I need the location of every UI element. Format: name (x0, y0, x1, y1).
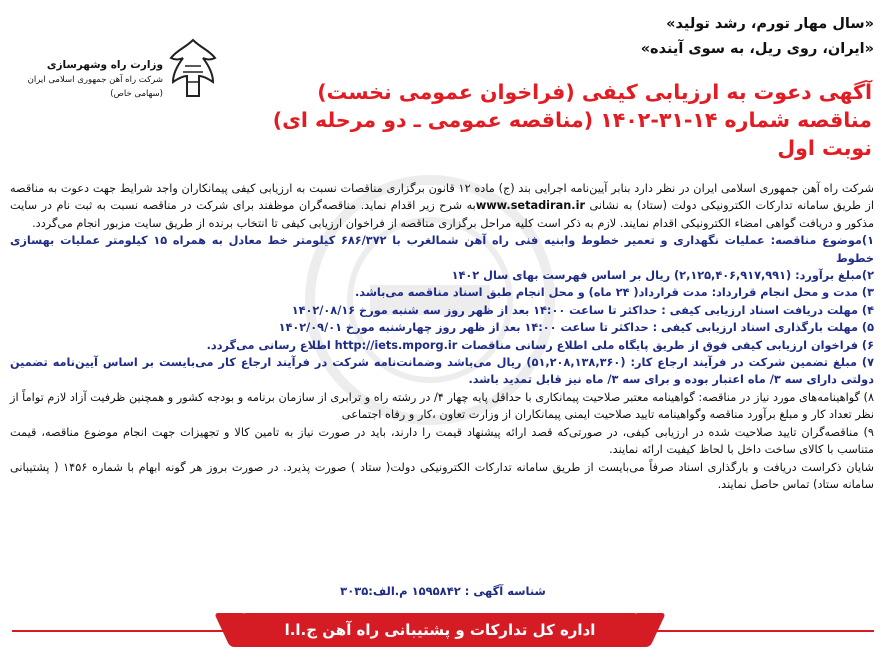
setad-link[interactable]: www.setadiran.ir (475, 199, 586, 213)
item-receive-deadline: ۴) مهلت دریافت اسناد ارزیابی کیفی : حداکثر تا ساعت ۱۴:۰۰ بعد از ظهر روز سه شنبه مورخ ۱۴۰۲/۰۸/۱۶ (291, 303, 874, 317)
railway-emblem-icon (165, 36, 221, 100)
item-duration: ۳) مدت و محل انجام قرارداد: مدت قرارداد( ۲۴ ماه) و محل انجام طبق اسناد مناقصه می‌باشد. (355, 286, 874, 300)
round-label: نوبت اول (777, 136, 872, 160)
notice-body (10, 180, 874, 493)
item-announcement-text: ۶) فراخوان ارزیابی کیفی فوق از طریق پایگاه ملی اطلاع رسانی مناقصات (461, 338, 874, 352)
tender-number: مناقصه شماره ۱۴-۳۱-۱۴۰۲ (مناقصه عمومی ـ دو مرحله ای) (272, 108, 872, 132)
iets-link[interactable]: http://iets.mporg.ir (334, 338, 458, 352)
notice-titles (252, 78, 872, 162)
notice-title: آگهی دعوت به ارزیابی کیفی (فراخوان عمومی نخست) (317, 80, 872, 104)
item-guarantee: ۷) مبلغ تضمین شرکت در فرآیند ارجاع کار: (۵۱,۲۰۸,۱۳۸,۳۶۰) ریال می‌باشد وضمانت‌نامه شرکت در فرآیند ارجاع کار می‌بایست بر اساس آیین‌نامه تضمین دولتی دارای سه ۳/ ماه اعتبار بوده و برای سه ۳/ ماه نیز قابل تمدید باشد. (10, 356, 874, 387)
intro-paragraph (10, 180, 874, 232)
slogan-rail: «ایران، روی ریل، به سوی آینده» (640, 41, 874, 57)
item-certificates: ۸) گواهینامه‌های مورد نیاز در مناقصه: گواهینامه معتبر صلاحیت پیمانکاری با حداقل پایه چهار ۴/ در رشته راه و ترابری از سازمان برنامه و بودجه کشور و همچنین ظرفیت آزاد لازم تواماً از نظر تعداد کار و مبلغ برآورد مناقصه وگواهینامه تایید صلاحیت ایمنی پیمانکاران از وزارت تعاون ،کار و رفاه اجتماعی (10, 390, 875, 422)
item-announcement-tail: اطلاع رسانی می‌گردد. (206, 338, 331, 352)
ad-id: شناسه آگهی : ۱۵۹۵۸۴۲ م.الف:۳۰۳۵ (340, 584, 546, 598)
support-note: شایان ذکراست دریافت و بارگذاری اسناد صرفاً می‌بایست از طریق سامانه تدارکات الکترونیکی دولت( ستاد ) صورت پذیرد. در صورت بروز هر گونه ابهام با شماره ۱۴۵۶ ( پشتیبانی سامانه ستاد) تماس حاصل نمایند. (10, 460, 874, 491)
ministry-block (6, 30, 221, 110)
footer-banner-text: اداره کل تدارکات و پشتیبانی راه آهن ج.ا.ا (284, 621, 596, 639)
ministry-name: وزارت راه وشهرسازی (46, 59, 163, 71)
intro-text-2: به شرح زیر اقدام نماید. مناقصه‌گران موظفند برای شرکت در مناقصه نسبت به ثبت نام در سایت مذکور و دریافت گواهی امضاء الکترونیکی اقدام نمایند. لازم به ذکر است کلیه مراحل برگزاری مناقصه از فراخوان ارزیابی کیفی تا انتخاب برنده از طریق سایت مزبور انجام می‌گردد. (10, 199, 874, 230)
item-announcement (10, 337, 874, 354)
company-name: شرکت راه آهن جمهوری اسلامی ایران (سهامی خاص) (27, 75, 163, 99)
item-pricing: ۹) مناقصه‌گران تایید صلاحیت شده در ارزیابی کیفی، در صورتی‌که قصد ارائه پیشنهاد قیمت را دارند، باید در صورت نیاز به تامین کالا و تجهیزات جهت انجام موضوع مناقصه، قیمت متناسب با کالای ساخت داخل با لحاظ کیفیت ارائه نمایند. (10, 425, 874, 457)
banner-edge-left (214, 613, 262, 647)
slogan-year: «سال مهار تورم، رشد تولید» (666, 16, 874, 32)
header-slogans (594, 12, 874, 62)
intro-text-1: شرکت راه آهن جمهوری اسلامی ایران در نظر دارد بنابر آیین‌نامه اجرایی بند (ج) ماده ۱۲ قانون برگزاری مناقصات نسبت به ارزیابی کیفی پیمانکاران واجد شرایط جهت دعوت به مناقصه از طریق سامانه تدارکات الکترونیکی دولت (ستاد) به نشانی (10, 182, 875, 213)
item-subject: ۱)موضوع مناقصه: عملیات نگهداری و تعمیر خطوط وابنیه فنی راه آهن شمالغرب با ۶۸۶/۳۷۲ کیلومتر خط معادل به همراه ۱۵ کیلومتر عملیات بهسازی خطوط (10, 234, 874, 265)
footer-banner (240, 613, 640, 647)
item-estimate: ۲)مبلغ برآورد: (۲,۱۲۵,۴۰۶,۹۱۷,۹۹۱) ریال بر اساس فهرست بهای سال ۱۴۰۲ (451, 269, 874, 283)
item-upload-deadline: ۵) مهلت بارگذاری اسناد ارزیابی کیفی : حداکثر تا ساعت ۱۴:۰۰ بعد از ظهر روز چهارشنبه مورخ ۱۴۰۲/۰۹/۰۱ (278, 321, 874, 335)
